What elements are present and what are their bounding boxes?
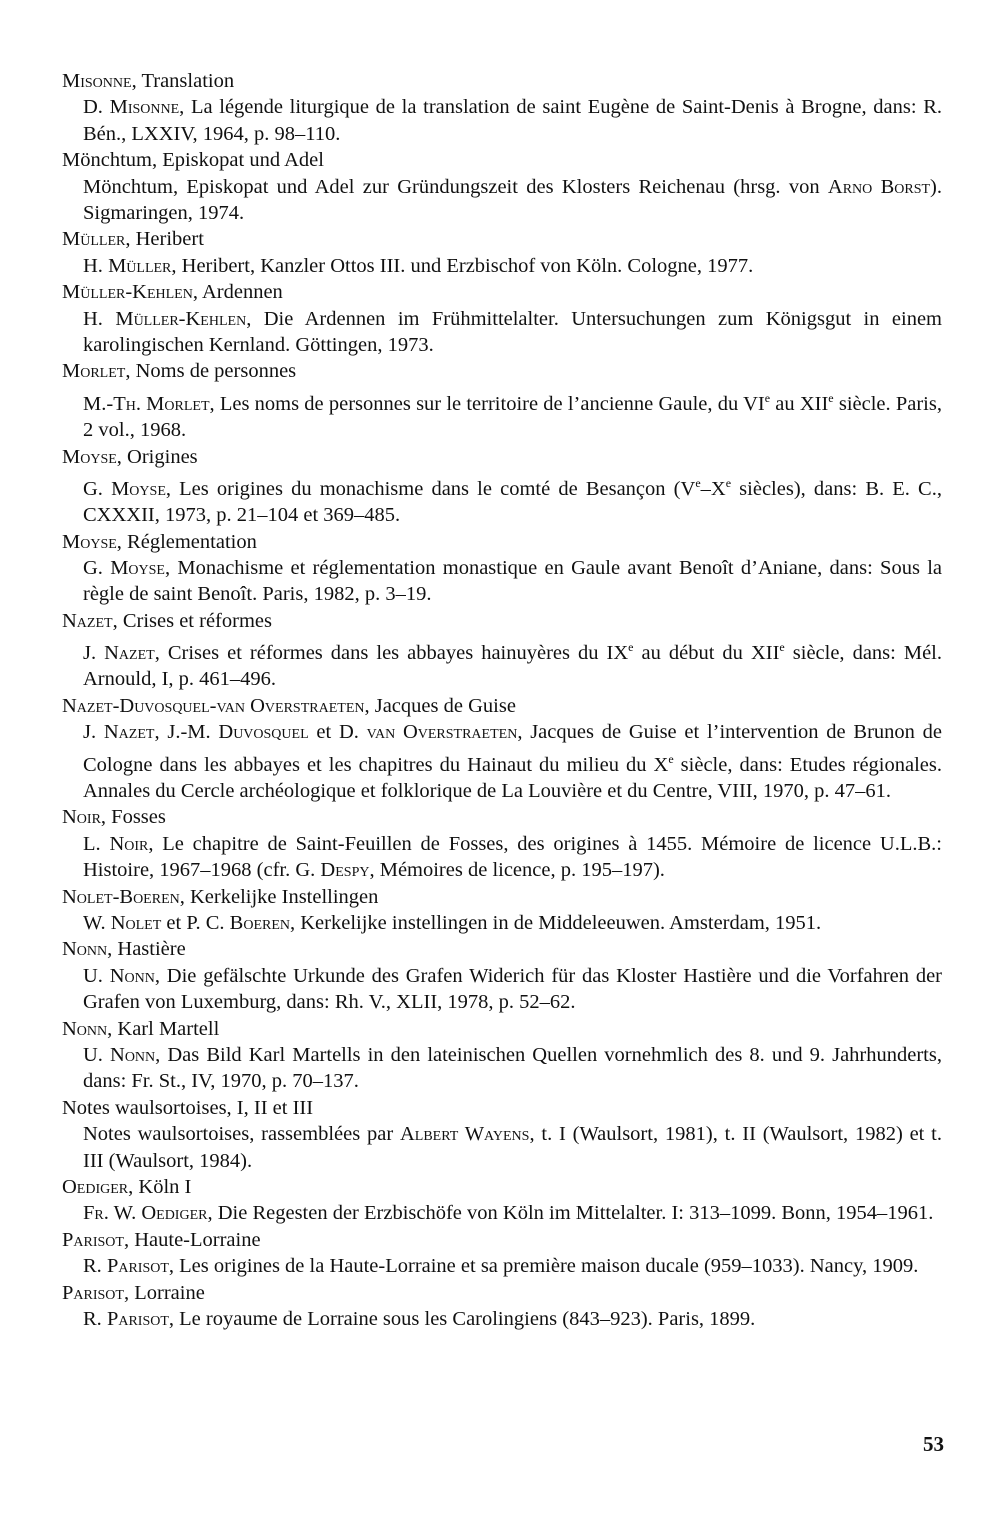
entry-short-title [62,147,942,173]
bibliography-entry [62,147,942,226]
bibliography-entry [62,804,942,883]
entry-short-title [62,884,942,910]
bibliography-entry [62,936,942,1015]
text-run: , Die Ardennen im Frühmittelalter. Untersuchungen zum Königsgut in einem karolingischen Kernland. Göttingen, 1973. [83,307,942,357]
entry-short-title [62,1174,942,1200]
author-name: Nonn [62,938,108,961]
text-run: Mönchtum, Episkopat und Adel [62,149,324,172]
text-run: L. [83,832,110,855]
text-run: J. [83,642,105,665]
author-name: Duvosquel [218,721,309,744]
author-name: Müller [62,228,126,251]
bibliography-entry [62,226,942,279]
entry-short-title [62,1227,942,1253]
text-run: , Mémoires de licence, p. 195–197). [369,859,665,882]
text-run: , Origines [116,445,198,468]
bibliography-entry [62,444,942,529]
entry-short-title [62,358,942,384]
bibliography-entry [62,1095,942,1174]
entry-short-title [62,693,942,719]
bibliography-entry [62,279,942,358]
author-name: Arno Borst [827,175,931,198]
text-run: siècle. Paris, 2 vol., 1968. [83,392,942,442]
text-run: , Le chapitre de Saint-Feuillen de Fosses, des origines à 1455. Mémoire de licence U.L.B.: Histoire, 1967–1968 (cfr. G. [83,832,942,882]
superscript: e [725,475,732,490]
text-run: , Ardennen [192,281,283,304]
superscript: e [668,751,674,766]
author-name: Müller [108,254,172,277]
entry-full-citation [83,831,942,884]
bibliography-entry [62,1016,942,1095]
author-name: Moyse [111,477,166,500]
text-run: , J.-M. [154,721,219,744]
bibliography-entry [62,1227,942,1280]
bibliography-entry [62,358,942,443]
author-name: Moyse [110,556,165,579]
entry-full-citation [83,306,942,359]
entry-full-citation [83,1042,942,1095]
text-run: , Köln I [128,1175,192,1198]
text-run: , Lorraine [123,1281,205,1304]
text-run: et D. [308,721,367,744]
entry-full-citation [83,174,942,227]
entry-short-title [62,68,942,94]
author-name: Parisot [62,1228,124,1251]
text-run: W. [83,911,111,934]
text-run: , t. I (Waulsort, 1981), t. II (Waulsort, 1982) et t. III (Waulsort, 1984). [83,1123,942,1172]
text-run: , Hastière [107,938,186,961]
author-name: Noir [62,806,101,829]
bibliography-entry [62,1174,942,1227]
text-run: , Die gefälschte Urkunde des Grafen Widerich für das Kloster Hastière und die Vorfahren der Grafen von Luxemburg, dans: Rh. V., XLII, 1978, p. 52–62. [83,964,942,1014]
text-run: Notes waulsortoises, I, II et III [62,1096,314,1119]
bibliography-entry [62,608,942,693]
author-name: Nonn [109,964,155,987]
entry-full-citation [83,94,942,147]
text-run: , Karl Martell [107,1017,220,1040]
author-name: Müller-Kehlen [115,307,247,330]
entry-full-citation [83,963,942,1016]
author-name: Nonn [110,1043,156,1066]
author-name: Misonne [109,96,180,119]
text-run: , La légende liturgique de la translation de saint Eugène de Saint-Denis à Brogne, dans: R. Bén., LXXIV, 1964, p. 98–110. [83,96,943,145]
text-run: , Kerkelijke Instellingen [179,885,379,908]
entry-short-title [62,226,942,252]
entry-full-citation [83,634,942,693]
text-run: J. [83,721,104,744]
entry-short-title [62,279,942,305]
text-run: H. [83,307,116,330]
text-run: , Haute-Lorraine [123,1228,261,1251]
bibliography-entry [62,884,942,937]
author-name: Fr. W. Oediger [83,1202,208,1225]
text-run: , Les noms de personnes sur le territoire de l’ancienne Gaule, du VI [209,392,765,415]
author-name: Parisot [62,1281,124,1304]
author-name: Nazet [103,721,155,744]
author-name: Morlet [62,360,126,383]
entry-full-citation [83,555,942,608]
text-run: , Jacques de Guise et l’intervention de Brunon de Cologne dans les abbayes et les chapitres du Hainaut du milieu du X [83,721,943,776]
author-name: van Overstraeten [366,721,518,744]
bibliography-entry [62,693,942,804]
text-run: , Jacques de Guise [364,694,516,717]
text-run: G. [83,477,112,500]
text-run: , Heribert, Kanzler Ottos III. und Erzbischof von Köln. Cologne, 1977. [171,254,754,277]
entry-full-citation [83,385,942,444]
text-run: Notes waulsortoises, rassemblées par [83,1123,400,1146]
author-name: Nonn [62,1017,108,1040]
text-run: , Monachisme et réglementation monastique en Gaule avant Benoît d’Aniane, dans: Sous la règle de saint Benoît. Paris, 1982, p. 3–19. [83,556,942,606]
text-run: siècle, dans: Etudes régionales. Annales du Cercle archéologique et folklorique de La Louvière et du Centre, VIII, 1970, p. 47–61. [83,753,942,802]
text-run: , Le royaume de Lorraine sous les Carolingiens (843–923). Paris, 1899. [168,1308,756,1330]
author-name: Nolet [110,911,162,934]
bibliography-entry [62,1280,942,1333]
entry-short-title [62,936,942,962]
text-run: D. [83,96,110,119]
author-name: Albert Wayens [399,1123,530,1146]
entry-short-title [62,1095,942,1121]
entry-short-title [62,608,942,634]
author-name: Nazet [62,609,113,632]
text-run: au XII [770,392,829,415]
text-run: M.- [83,392,114,415]
superscript: e [779,640,785,655]
author-name: Moyse [62,530,117,553]
author-name: Noir [109,832,149,855]
bibliography-list [62,68,942,1332]
text-run: , Réglementation [116,530,257,553]
text-run: , Die Regesten der Erzbischöfe von Köln im Mittelalter. I: 313–1099. Bonn, 1954–1961. [207,1202,934,1225]
text-run: siècle, dans: Mél. Arnould, I, p. 461–496. [83,642,943,691]
bibliography-entry [62,529,942,608]
text-run: , Heribert [125,228,204,251]
author-name: Despy [320,859,370,882]
author-name: Müller-Kehlen [62,281,193,304]
text-run: , Les origines de la Haute-Lorraine et sa première maison ducale (959–1033). Nancy, 1909. [168,1255,919,1278]
bibliography-entry [62,68,942,147]
superscript: e [764,390,771,405]
text-run: U. [83,964,110,987]
text-run: , Crises et réformes [112,609,272,632]
text-run: R. [83,1255,107,1278]
author-name: Boeren [229,911,290,934]
entry-full-citation [83,253,942,279]
text-run: au début du XII [633,642,780,665]
text-run: , Fosses [100,806,166,829]
author-name: Nolet-Boeren [62,885,180,908]
text-run: et P. C. [161,911,230,934]
entry-full-citation [83,719,942,804]
author-name: Nazet [104,642,155,665]
text-run: siècles), dans: B. E. C., CXXXII, 1973, p. 21–104 et 369–485. [83,477,942,527]
author-name: Misonne [62,70,132,92]
text-run: G. [83,556,111,579]
entry-full-citation [83,910,942,936]
superscript: e [828,390,834,405]
text-run: ). Sigmaringen, 1974. [83,175,942,225]
text-run: , Translation [131,70,235,92]
entry-short-title [62,804,942,830]
text-run: , Crises et réformes dans les abbayes hainuyères du IX [154,642,629,665]
text-run: , Les origines du monachisme dans le comté de Besançon (V [165,477,696,500]
author-name: Th. Morlet [113,392,210,415]
entry-full-citation [83,1200,942,1226]
author-name: Parisot [106,1255,169,1278]
author-name: Nazet-Duvosquel-van Overstraeten [62,694,365,717]
entry-short-title [62,1280,942,1306]
superscript: e [695,475,701,490]
page-number: 53 [923,1432,944,1456]
text-run: –X [700,477,726,500]
author-name: Oediger [62,1175,129,1198]
text-run: R. [83,1308,107,1330]
text-run: H. [83,254,109,277]
entry-full-citation [83,470,942,529]
entry-full-citation [83,1306,942,1332]
entry-short-title [62,529,942,555]
entry-short-title [62,1016,942,1042]
superscript: e [628,640,634,655]
text-run: U. [83,1043,111,1066]
text-run: Mönchtum, Episkopat und Adel zur Gründungszeit des Klosters Reichenau (hrsg. von [83,175,828,198]
text-run: , Das Bild Karl Martells in den lateinischen Quellen vornehmlich des 8. und 9. Jahrhunderts, dans: Fr. St., IV, 1970, p. 70–137. [83,1043,942,1093]
text-run: , Kerkelijke instellingen in de Middeleeuwen. Amsterdam, 1951. [290,911,822,934]
author-name: Moyse [62,445,117,468]
entry-full-citation [83,1121,942,1174]
entry-short-title [62,444,942,470]
text-run: , Noms de personnes [125,360,297,383]
author-name: Parisot [106,1308,169,1330]
entry-full-citation [83,1253,942,1279]
